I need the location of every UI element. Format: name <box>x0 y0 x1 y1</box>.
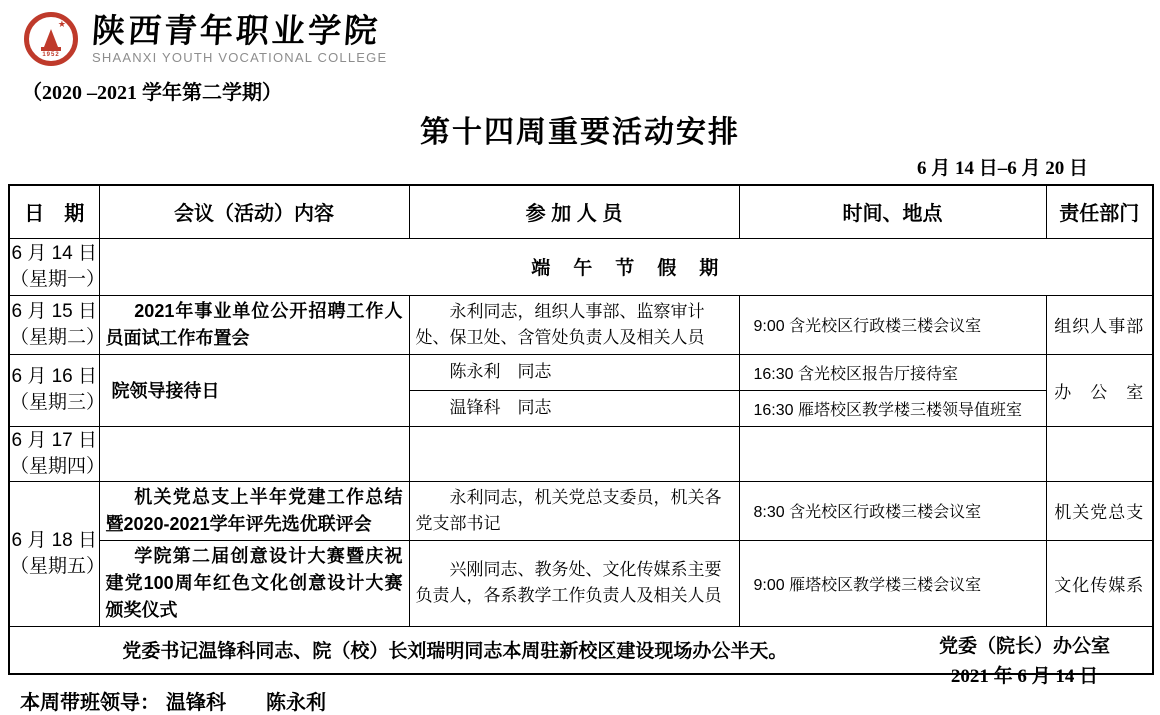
pagoda-base <box>41 47 61 51</box>
cell-content-tue: 2021年事业单位公开招聘工作人员面试工作布置会 <box>99 295 409 354</box>
header-date: 日 期 <box>9 185 99 238</box>
cell-dept-wed: 办 公 室 <box>1046 354 1153 426</box>
cell-date-wed <box>9 354 106 426</box>
semester-label: （2020 –2021 学年第二学期） <box>22 82 282 104</box>
schedule-table <box>8 184 1154 675</box>
cell-content-wed: 院领导接待日 <box>99 354 409 426</box>
cell-content-fri-1: 机关党总支上半年党建工作总结暨2020-2021学年评先选优联评会 <box>99 481 409 540</box>
cell-dept-thu <box>1046 426 1153 481</box>
date-line1: 6 月 18 日 <box>11 529 98 551</box>
header-content: 会议（活动）内容 <box>99 185 409 238</box>
college-seal-icon <box>24 12 78 66</box>
cell-participants-fri-2: 兴刚同志、教务处、文化传媒系主要负责人，各系教学工作负责人及相关人员 <box>409 540 739 626</box>
table-row <box>9 354 1153 390</box>
signature-block <box>939 632 1110 692</box>
cell-participants-wed-2: 温锋科 同志 <box>409 390 739 426</box>
issue-date: 2021 年 6 月 14 日 <box>950 666 1099 687</box>
table-row <box>9 295 1153 354</box>
table-row <box>9 426 1153 481</box>
cell-holiday: 端 午 节 假 期 <box>99 238 1153 295</box>
date-line1: 6 月 14 日 <box>11 242 98 264</box>
table-row <box>9 238 1153 295</box>
pagoda-icon <box>44 29 58 47</box>
table-header-row <box>9 185 1153 238</box>
star-icon: ★ <box>57 19 66 29</box>
cell-time-wed-2: 16:30 雁塔校区教学楼三楼领导值班室 <box>739 390 1046 426</box>
cell-participants-thu <box>409 426 739 481</box>
table-row <box>9 540 1153 626</box>
brand-header <box>0 0 1160 68</box>
date-line1: 6 月 16 日 <box>11 366 98 387</box>
cell-participants-fri-1: 永利同志，机关党总支委员，机关各党支部书记 <box>409 481 739 540</box>
header-participants: 参 加 人 员 <box>409 185 739 238</box>
cell-dept-tue: 组织人事部 <box>1046 295 1153 354</box>
duty-leaders-names: 温锋科 陈永利 <box>166 692 326 714</box>
date-line2: （星期一） <box>10 268 106 290</box>
date-line1: 6 月 17 日 <box>11 429 98 451</box>
cell-content-thu <box>99 426 409 481</box>
cell-week-note: 党委书记温锋科同志、院（校）长刘瑞明同志本周驻新校区建设现场办公半天。 <box>9 626 1153 674</box>
header-department: 责任部门 <box>1046 185 1153 238</box>
date-line2: （星期三） <box>10 392 106 413</box>
cell-time-fri-1: 8:30 含光校区行政楼三楼会议室 <box>739 481 1046 540</box>
issuing-office: 党委（院长）办公室 <box>938 636 1110 657</box>
page-title: 第十四周重要活动安排 <box>420 116 740 149</box>
cell-dept-fri-2: 文化传媒系 <box>1046 540 1153 626</box>
cell-participants-tue: 永利同志，组织人事部、监察审计处、保卫处、含管处负责人及相关人员 <box>409 295 739 354</box>
college-name-cn: 陕西青年职业学院 <box>90 10 382 50</box>
date-line1: 6 月 15 日 <box>11 300 98 322</box>
date-line2: （星期四） <box>10 455 106 477</box>
cell-time-wed-1: 16:30 含光校区报告厅接待室 <box>739 354 1046 390</box>
duty-leaders-label: 本周带班领导： <box>20 692 160 714</box>
cell-time-tue: 9:00 含光校区行政楼三楼会议室 <box>739 295 1046 354</box>
cell-date-fri <box>9 481 106 626</box>
college-name-en: SHAANXI YOUTH VOCATIONAL COLLEGE <box>92 49 388 65</box>
cell-content-fri-2: 学院第二届创意设计大赛暨庆祝建党100周年红色文化创意设计大赛颁奖仪式 <box>99 540 409 626</box>
cell-date-mon <box>9 238 106 295</box>
week-date-range: 6 月 14 日–6 月 20 日 <box>916 158 1088 179</box>
cell-time-fri-2: 9:00 雁塔校区教学楼三楼会议室 <box>739 540 1046 626</box>
cell-time-thu <box>739 426 1046 481</box>
seal-year: 1952 <box>42 52 60 58</box>
table-row <box>9 481 1153 540</box>
brand-names <box>90 10 388 66</box>
date-line2: （星期五） <box>10 555 106 577</box>
cell-dept-fri-1: 机关党总支 <box>1046 481 1153 540</box>
cell-date-thu <box>9 426 106 481</box>
date-line2: （星期二） <box>10 326 106 348</box>
cell-date-tue <box>9 295 106 354</box>
header-time-place: 时间、地点 <box>739 185 1046 238</box>
cell-participants-wed-1: 陈永利 同志 <box>409 354 739 390</box>
